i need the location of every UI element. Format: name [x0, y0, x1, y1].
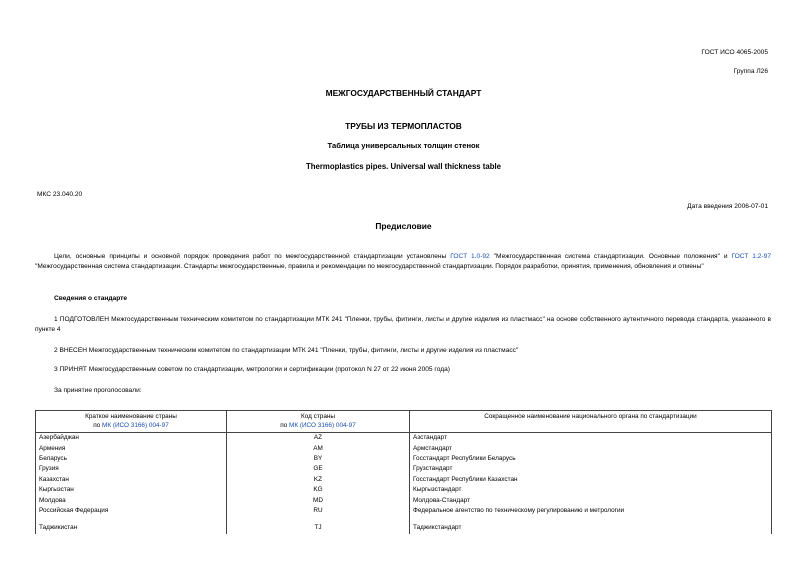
gost-1-0-92-link[interactable]: ГОСТ 1.0-92 [450, 253, 490, 260]
table-row [36, 475, 772, 485]
standard-type: МЕЖГОСУДАРСТВЕННЫЙ СТАНДАРТ [325, 88, 482, 98]
table-row [36, 485, 772, 495]
table-row [36, 523, 772, 533]
preface-text-1: Цели, основные принципы и основной порядок проведения работ по межгосударственной стандартизации установлены [54, 253, 451, 260]
country-cell: Российская Федерация [36, 506, 227, 516]
country-cell [36, 516, 227, 523]
table-row [36, 454, 772, 464]
item-1-prepared: 1 ПОДГОТОВЛЕН Межгосударственным техническим комитетом по стандартизации МТК 241 "Пленки, трубы, фитинги, листы и другие изделия из пластмасс" на основе собственного аутентичного перевода стандарта, указанного в пункте 4 [35, 316, 771, 334]
code-cell: TJ [227, 523, 410, 533]
code-cell: AM [227, 444, 410, 454]
table-row [36, 433, 772, 444]
item-3-adopted: 3 ПРИНЯТ Межгосударственным советом по стандартизации, метрологии и сертификации (протокол N 27 от 22 июня 2005 года) [54, 366, 450, 373]
document-group: Группа Л26 [733, 68, 768, 75]
table-row [36, 506, 772, 516]
document-title-english: Thermoplastics pipes. Universal wall thickness table [306, 162, 501, 171]
code-cell: BY [227, 454, 410, 464]
column-header-code: Код страны по МК (ИСО 3166) 004-97 [227, 411, 410, 433]
item-2-introduced: 2 ВНЕСЕН Межгосударственным техническим комитетом по стандартизации МТК 241 "Пленки, трубы, фитинги, листы и другие изделия из пластмасс" [54, 347, 519, 354]
preface-text-2: "Межгосударственная система стандартизации. Основные положения" и [489, 253, 732, 260]
body-cell: Таджикстандарт [410, 523, 772, 533]
mks-code: МКС 23.040.20 [37, 191, 83, 198]
body-cell: Кыргызстандарт [410, 485, 772, 495]
country-cell: Беларусь [36, 454, 227, 464]
introduction-date: Дата введения 2006-07-01 [687, 203, 768, 210]
country-cell: Таджикистан [36, 523, 227, 533]
country-cell: Кыргызстан [36, 485, 227, 495]
body-cell: Федеральное агентство по техническому регулированию и метрологии [410, 506, 772, 516]
code-cell: GE [227, 464, 410, 474]
mk-iso-3166-link[interactable]: МК (ИСО 3166) 004-97 [102, 421, 169, 429]
document-subtitle: Таблица универсальных толщин стенок [327, 141, 480, 150]
country-cell: Грузия [36, 464, 227, 474]
code-cell [227, 516, 410, 523]
column-header-country: Краткое наименование страны по МК (ИСО 3166) 004-97 [36, 411, 227, 433]
mk-iso-3166-link[interactable]: МК (ИСО 3166) 004-97 [289, 421, 356, 429]
about-standard-heading: Сведения о стандарте [54, 295, 128, 302]
code-cell: KZ [227, 475, 410, 485]
country-cell: Молдова [36, 496, 227, 506]
body-cell: Молдова-Стандарт [410, 496, 772, 506]
column-header-body: Сокращенное наименование национального органа по стандартизации [410, 411, 772, 433]
voted-label: За принятие проголосовали: [54, 387, 142, 394]
table-header-row [36, 411, 772, 433]
approval-table [35, 410, 772, 534]
gost-1-2-97-link[interactable]: ГОСТ 1.2-97 [731, 253, 771, 260]
table-row [36, 516, 772, 523]
table-row [36, 464, 772, 474]
country-cell: Казахстан [36, 475, 227, 485]
preface-paragraph [35, 252, 771, 272]
code-cell: MD [227, 496, 410, 506]
body-cell [410, 516, 772, 523]
code-cell: AZ [227, 433, 410, 444]
table-row [36, 496, 772, 506]
preface-heading: Предисловие [375, 221, 432, 231]
body-cell: Грузстандарт [410, 464, 772, 474]
country-cell: Армения [36, 444, 227, 454]
document-title: ТРУБЫ ИЗ ТЕРМОПЛАСТОВ [345, 121, 462, 131]
body-cell: Госстандарт Республики Беларусь [410, 454, 772, 464]
table-row [36, 444, 772, 454]
body-cell: Азстандарт [410, 433, 772, 444]
document-designation: ГОСТ ИСО 4065-2005 [701, 49, 768, 56]
code-cell: KG [227, 485, 410, 495]
code-cell: RU [227, 506, 410, 516]
body-cell: Армстандарт [410, 444, 772, 454]
body-cell: Госстандарт Республики Казахстан [410, 475, 772, 485]
preface-text-3: "Межгосударственная система стандартизации. Стандарты межгосударственные, правила и рекомендации по межгосударственной стандартизации. Порядок разработки, принятия, применения, обновления и отмены" [35, 263, 704, 271]
country-cell: Азербайджан [36, 433, 227, 444]
